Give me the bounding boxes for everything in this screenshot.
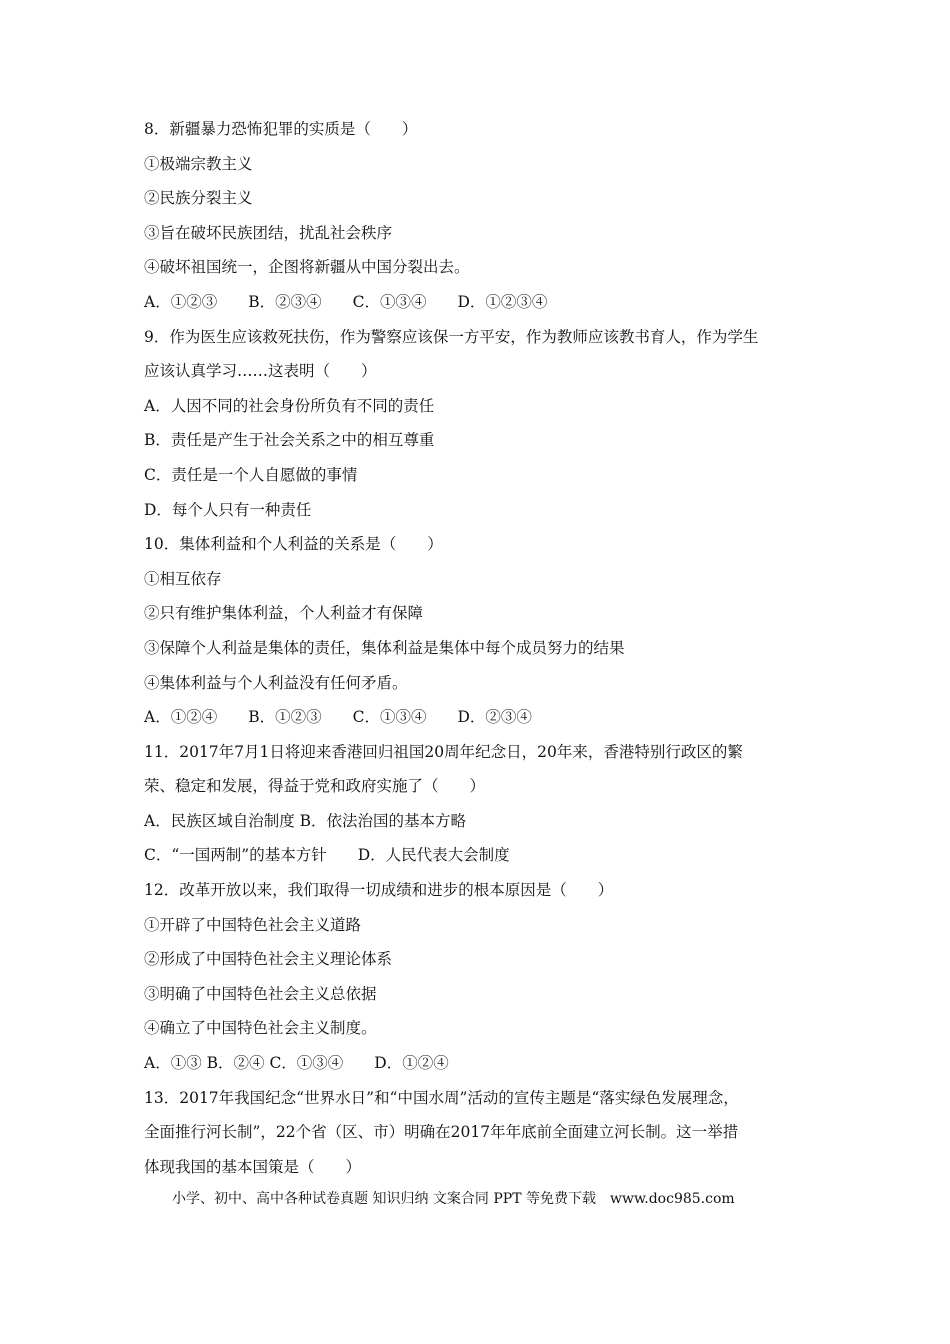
question-10-item-4: ④集体利益与个人利益没有任何矛盾。 [144, 673, 408, 692]
question-13-stem-line-3: 体现我国的基本国策是（ ） [144, 1157, 362, 1176]
question-9-stem-line-2: 应该认真学习……这表明（ ） [144, 362, 377, 381]
question-9-stem-line-1: 9．作为医生应该救死扶伤，作为警察应该保一方平安，作为教师应该教书育人，作为学生 [144, 327, 759, 346]
question-12-item-3: ③明确了中国特色社会主义总依据 [144, 984, 377, 1003]
question-10-item-3: ③保障个人利益是集体的责任，集体利益是集体中每个成员努力的结果 [144, 638, 625, 657]
question-11-stem-line-2: 荣、稳定和发展，得益于党和政府实施了（ ） [144, 777, 486, 796]
question-10-item-1: ①相互依存 [144, 569, 222, 588]
question-10-stem: 10．集体利益和个人利益的关系是（ ） [144, 535, 443, 554]
question-12-item-2: ②形成了中国特色社会主义理论体系 [144, 950, 393, 969]
question-8-item-2: ②民族分裂主义 [144, 189, 253, 208]
question-11-options-ab: A．民族区域自治制度 B．依法治国的基本方略 [144, 811, 467, 830]
question-10-item-2: ②只有维护集体利益，个人利益才有保障 [144, 604, 424, 623]
question-9-option-d: D．每个人只有一种责任 [144, 500, 312, 519]
question-12-stem: 12．改革开放以来，我们取得一切成绩和进步的根本原因是（ ） [144, 881, 614, 900]
question-9-option-a: A．人因不同的社会身份所负有不同的责任 [144, 396, 435, 415]
question-8-item-1: ①极端宗教主义 [144, 154, 253, 173]
question-8-stem: 8．新疆暴力恐怖犯罪的实质是（ ） [144, 120, 418, 138]
question-8-item-4: ④破坏祖国统一，企图将新疆从中国分裂出去。 [144, 258, 470, 277]
question-8-item-3: ③旨在破坏民族团结，扰乱社会秩序 [144, 223, 393, 242]
question-12-options: A．①③ B．②④ C．①③④ D．①②④ [144, 1054, 449, 1073]
question-11-stem-line-1: 11．2017年7月1日将迎来香港回归祖国20周年纪念日，20年来，香港特别行政区的繁 [144, 742, 743, 761]
question-12-item-4: ④确立了中国特色社会主义制度。 [144, 1019, 377, 1038]
question-13-stem-line-2: 全面推行河长制”，22个省（区、市）明确在2017年年底前全面建立河长制。这一举措 [144, 1123, 739, 1142]
question-11-options-cd: C．“一国两制”的基本方针 D．人民代表大会制度 [144, 846, 510, 865]
question-9-option-c: C．责任是一个人自愿做的事情 [144, 465, 358, 484]
question-10-options: A．①②④ B．①②③ C．①③④ D．②③④ [144, 708, 532, 727]
question-13-stem-line-1: 13．2017年我国纪念“世界水日”和“中国水周”活动的宣传主题是“落实绿色发展理念， [144, 1088, 739, 1107]
question-9-option-b: B．责任是产生于社会关系之中的相互尊重 [144, 431, 435, 450]
question-8-options: A．①②③ B．②③④ C．①③④ D．①②③④ [144, 292, 548, 311]
document-body [144, 112, 834, 1184]
question-12-item-1: ①开辟了中国特色社会主义道路 [144, 915, 362, 934]
page-footer: 小学、初中、高中各种试卷真题 知识归纳 文案合同 PPT 等免费下载 www.doc985.com [172, 1191, 735, 1207]
